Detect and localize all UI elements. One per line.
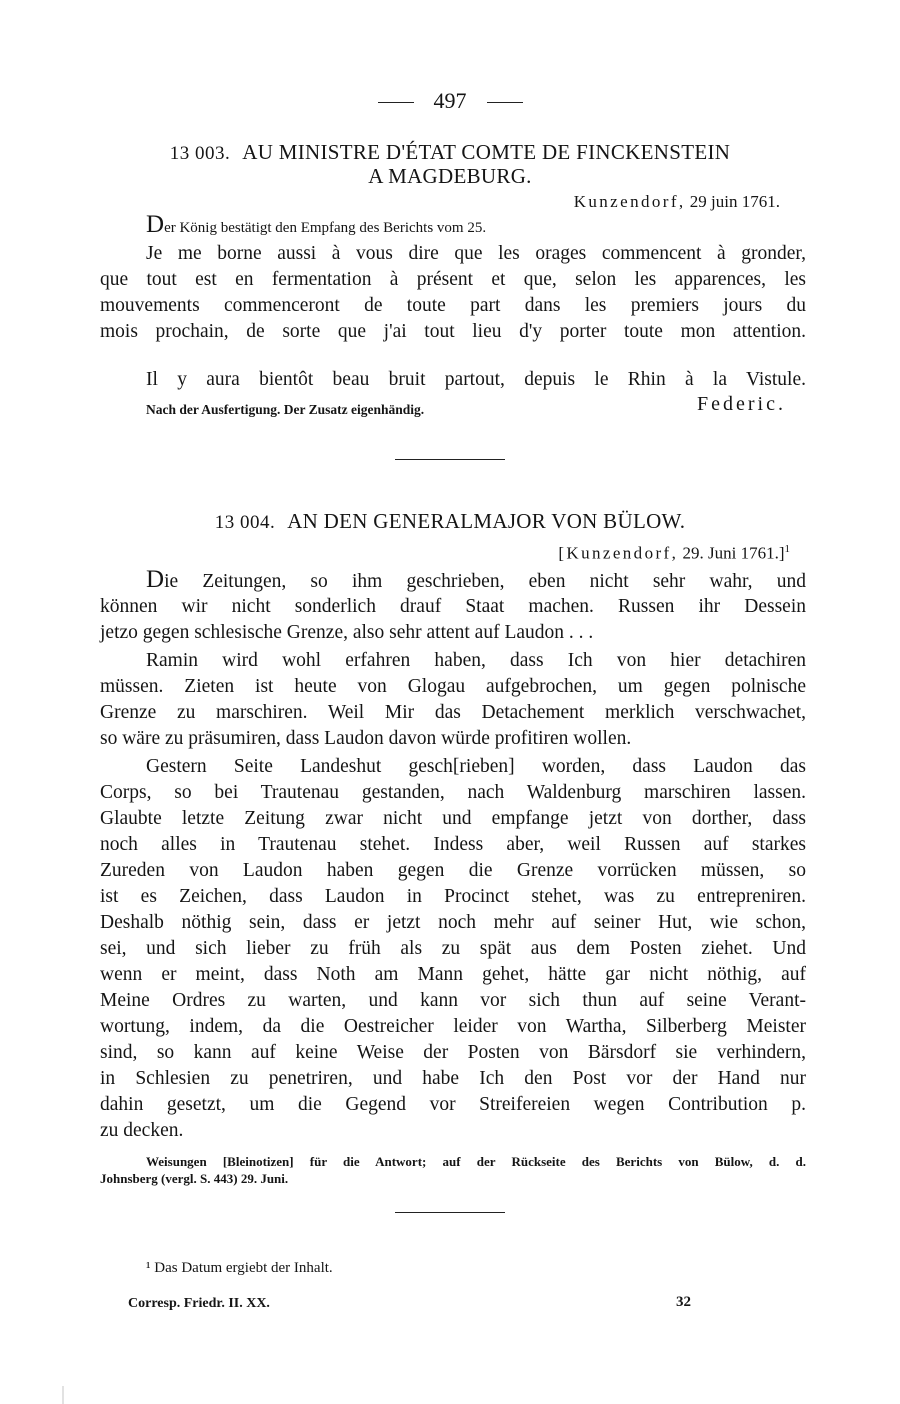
letter1-line: mouvements commenceront de toute part dans les premiers jours du: [100, 295, 806, 316]
letter2-para1-line: jetzo gegen schlesische Grenze, also sehr attent auf Laudon . . .: [100, 622, 594, 643]
letter1-line: mois prochain, de sorte que j'ai tout lieu d'y porter toute mon attention.: [100, 321, 806, 342]
letter2-para3-line: Corps, so bei Trautenau gestanden, nach Waldenburg marschiren lassen.: [100, 782, 806, 803]
letter2-para2-line: müssen. Zieten ist heute von Glogau aufgebrochen, um gegen polnische: [100, 676, 806, 697]
letter2-source-note-line2: Johnsberg (vergl. S. 443) 29. Juni.: [100, 1171, 289, 1186]
letter2-heading: [100, 509, 800, 535]
letter1-title-line2: A MAGDEBURG.: [368, 164, 532, 188]
letter2-para2-line: so wäre zu präsumiren, dass Laudon davon würde profitiren wollen.: [100, 728, 632, 749]
letter2-para3-line: sei, und sich lieber zu früh als zu spät aus dem Posten ziehet. Und: [100, 938, 806, 959]
letter2-para3-line: in Schlesien zu penetriren, und habe Ich den Post vor der Hand nur: [100, 1068, 806, 1089]
letter2-number: 13 004.: [214, 512, 276, 533]
letter1-intro-dropcap: D: [146, 211, 165, 238]
letter1-date: 29 juin 1761.: [689, 192, 780, 211]
letter2-source-note-line1: Weisungen [Bleinotizen] für die Antwort; auf der Rückseite des Berichts von Bülow, d. d.: [146, 1154, 806, 1169]
section-divider: [395, 1212, 505, 1213]
letter1-intro-text: er König bestätigt den Empfang des Berichts vom 25.: [164, 220, 487, 236]
letter2-date: 29. Juni 1761.]: [682, 543, 785, 563]
letter2-para1-line: können wir nicht sonderlich drauf Staat machen. Russen ihr Dessein: [100, 596, 806, 617]
letter1-source-note: Nach der Ausfertigung. Der Zusatz eigenhändig.: [146, 402, 425, 417]
letter2-para3-line: dahin gesetzt, um die Gegend vor Streifereien wegen Contribution p.: [100, 1094, 806, 1115]
letter1-title-line1: AU MINISTRE D'ÉTAT COMTE DE FINCKENSTEIN: [242, 140, 731, 164]
letter1-line: que tout est en fermentation à présent et que, selon les apparences, les: [100, 269, 806, 290]
letter1-place-date: [100, 191, 780, 213]
page-number: [0, 88, 900, 114]
letter2-para3-line: wortung, indem, da die Oestreicher leider von Wartha, Silberberg Meister: [100, 1016, 806, 1037]
footnote-marker: 1: [784, 543, 790, 555]
letter1-heading: [100, 140, 800, 166]
footer-signature-mark: 32: [676, 1294, 691, 1310]
section-divider: [395, 459, 505, 460]
letter2-para3-line: Zureden von Laudon haben gegen die Grenze vorrücken müssen, so: [100, 860, 806, 881]
letter1-postscript: Il y aura bientôt beau bruit partout, depuis le Rhin à la Vistule.: [146, 369, 806, 390]
letter2-para2-line: Ramin wird wohl erfahren haben, dass Ich von hier detachiren: [146, 650, 806, 671]
letter1-intro: [146, 211, 806, 238]
letter2-para3-line: sind, so kann auf keine Weise der Posten von Bärsdorf sie verhindern,: [100, 1042, 806, 1063]
letter1-signoff: [146, 393, 786, 420]
letter2-dropcap: D: [146, 566, 165, 593]
letter2-para1-line: [100, 567, 806, 595]
margin-mark: [62, 1386, 64, 1404]
letter2-para3-line: Deshalb nöthig sein, dass er jetzt noch mehr auf seiner Hut, wie schon,: [100, 912, 806, 933]
letter2-para3-line: noch alles in Trautenau stehet. Indess aber, weil Russen auf starkes: [100, 834, 806, 855]
letter2-place: [Kunzendorf,: [558, 543, 679, 563]
letter2-para2-line: Grenze zu marschiren. Weil Mir das Detachement merklich verschwachet,: [100, 702, 806, 723]
footer-volume: Corresp. Friedr. II. XX.: [128, 1296, 270, 1311]
letter2-para3-line: ist es Zeichen, dass Laudon in Procinct stehet, was zu entrepreniren.: [100, 886, 806, 907]
letter1-place: Kunzendorf,: [573, 192, 686, 211]
footnote: ¹ Das Datum ergiebt der Inhalt.: [146, 1260, 333, 1276]
letter2-para1-text: ie Zeitungen, so ihm geschrieben, eben nicht sehr wahr, und: [164, 571, 806, 592]
letter1-number: 13 003.: [169, 143, 231, 164]
letter2-para3-line: Gestern Seite Landeshut gesch[rieben] worden, dass Laudon das: [146, 756, 806, 777]
page-number-dash-left: [378, 102, 414, 103]
letter2-title: AN DEN GENERALMAJOR VON BÜLOW.: [287, 509, 686, 533]
page-number-text: 497: [433, 88, 467, 113]
letter2-para3-line: wenn er meint, dass Noth am Mann gehet, hätte gar nicht nöthig, auf: [100, 964, 806, 985]
letter2-para3-line: zu decken.: [100, 1120, 184, 1141]
page-number-dash-right: [487, 102, 523, 103]
letter1-line: Je me borne aussi à vous dire que les orages commencent à gronder,: [146, 243, 806, 264]
letter2-para3-line: Meine Ordres zu warten, und kann vor sich thun auf seine Verant-: [100, 990, 806, 1011]
letter2-para3-line: Glaubte letzte Zeitung zwar nicht und empfange jetzt von dorther, dass: [100, 808, 806, 829]
letter2-place-date: [100, 538, 790, 565]
letter1-signature: Federic.: [697, 393, 786, 415]
